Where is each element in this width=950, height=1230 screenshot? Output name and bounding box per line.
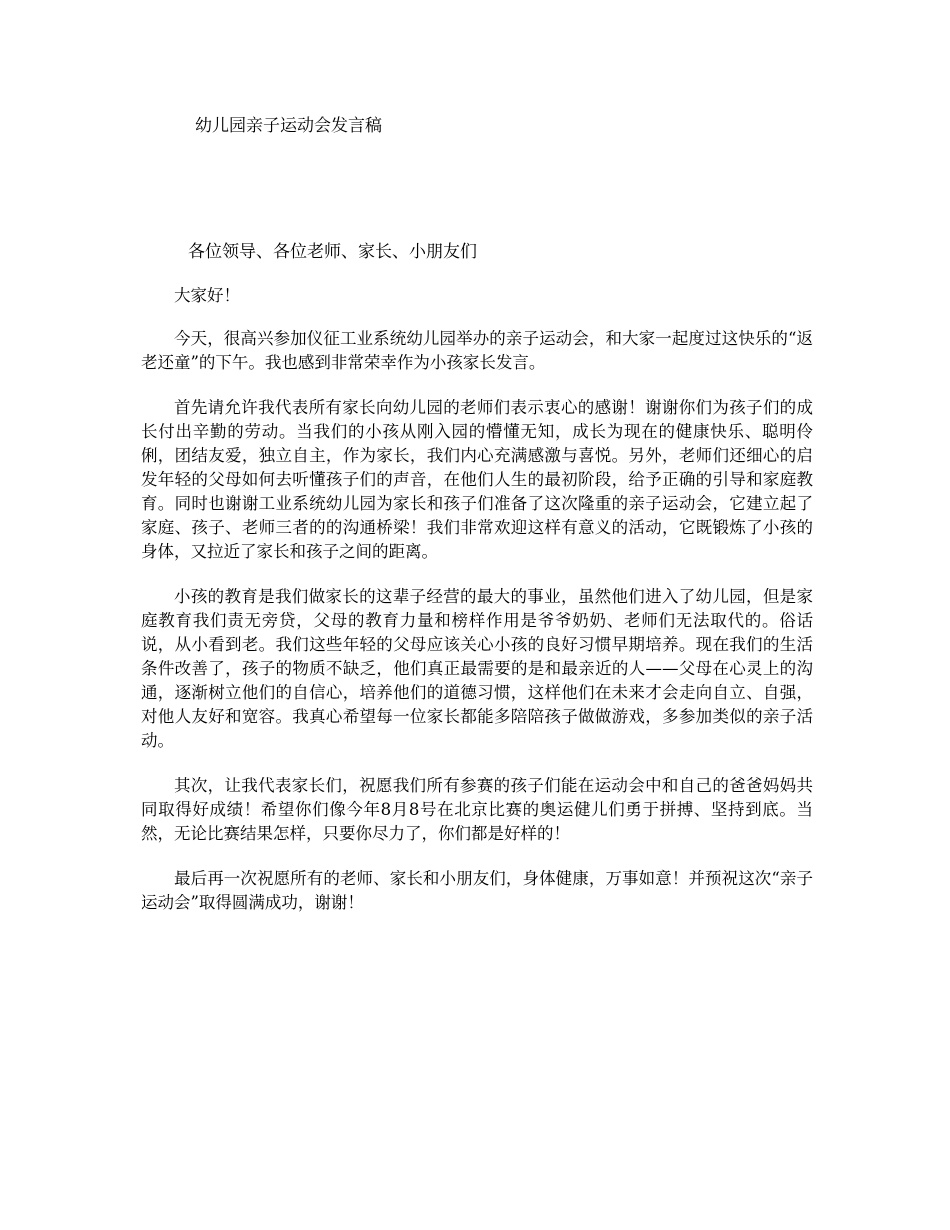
paragraph-closing: 最后再一次祝愿所有的老师、家长和小朋友们，身体健康，万事如意！并预祝这次“亲子运动会”取得圆满成功，谢谢！	[141, 869, 813, 912]
paragraph-opening: 今天，很高兴参加仪征工业系统幼儿园举办的亲子运动会，和大家一起度过这快乐的“返老还童”的下午。我也感到非常荣幸作为小孩家长发言。	[141, 329, 813, 372]
paragraph-education: 小孩的教育是我们做家长的这辈子经营的最大的事业，虽然他们进入了幼儿园，但是家庭教育我们责无旁贷，父母的教育力量和榜样作用是爷爷奶奶、老师们无法取代的。俗话说，从小看到老。我们这些年轻的父母应该关心小孩的良好习惯早期培养。现在我们的生活条件改善了，孩子的物质不缺乏，他们真正最需要的是和最亲近的人——父母在心灵上的沟通，逐渐树立他们的自信心，培养他们的道德习惯，这样他们在未来才会走向自立、自强，对他人友好和宽容。我真心希望每一位家长都能多陪陪孩子做做游戏，多参加类似的亲子活动。	[141, 587, 813, 750]
document-title: 幼儿园亲子运动会发言稿	[195, 116, 382, 136]
document-body	[141, 284, 813, 936]
paragraph-wishes: 其次，让我代表家长们，祝愿我们所有参赛的孩子们能在运动会中和自己的爸爸妈妈共同取得好成绩！希望你们像今年8月8号在北京比赛的奥运健儿们勇于拼搏、坚持到底。当然，无论比赛结果怎样，只要你尽力了，你们都是好样的！	[141, 776, 813, 843]
paragraph-thanks: 首先请允许我代表所有家长向幼儿园的老师们表示衷心的感谢！谢谢你们为孩子们的成长付出辛勤的劳动。当我们的小孩从刚入园的懵懂无知，成长为现在的健康快乐、聪明伶俐，团结友爱，独立自主，作为家长，我们内心充满感激与喜悦。另外，老师们还细心的启发年轻的父母如何去听懂孩子们的声音，在他们人生的最初阶段，给予正确的引导和家庭教育。同时也谢谢工业系统幼儿园为家长和孩子们准备了这次隆重的亲子运动会，它建立起了家庭、孩子、老师三者的的沟通桥梁！我们非常欢迎这样有意义的活动，它既锻炼了小孩的身体，又拉近了家长和孩子之间的距离。	[141, 398, 813, 561]
greeting: 大家好！	[174, 286, 240, 305]
salutation: 各位领导、各位老师、家长、小朋友们	[188, 242, 477, 262]
